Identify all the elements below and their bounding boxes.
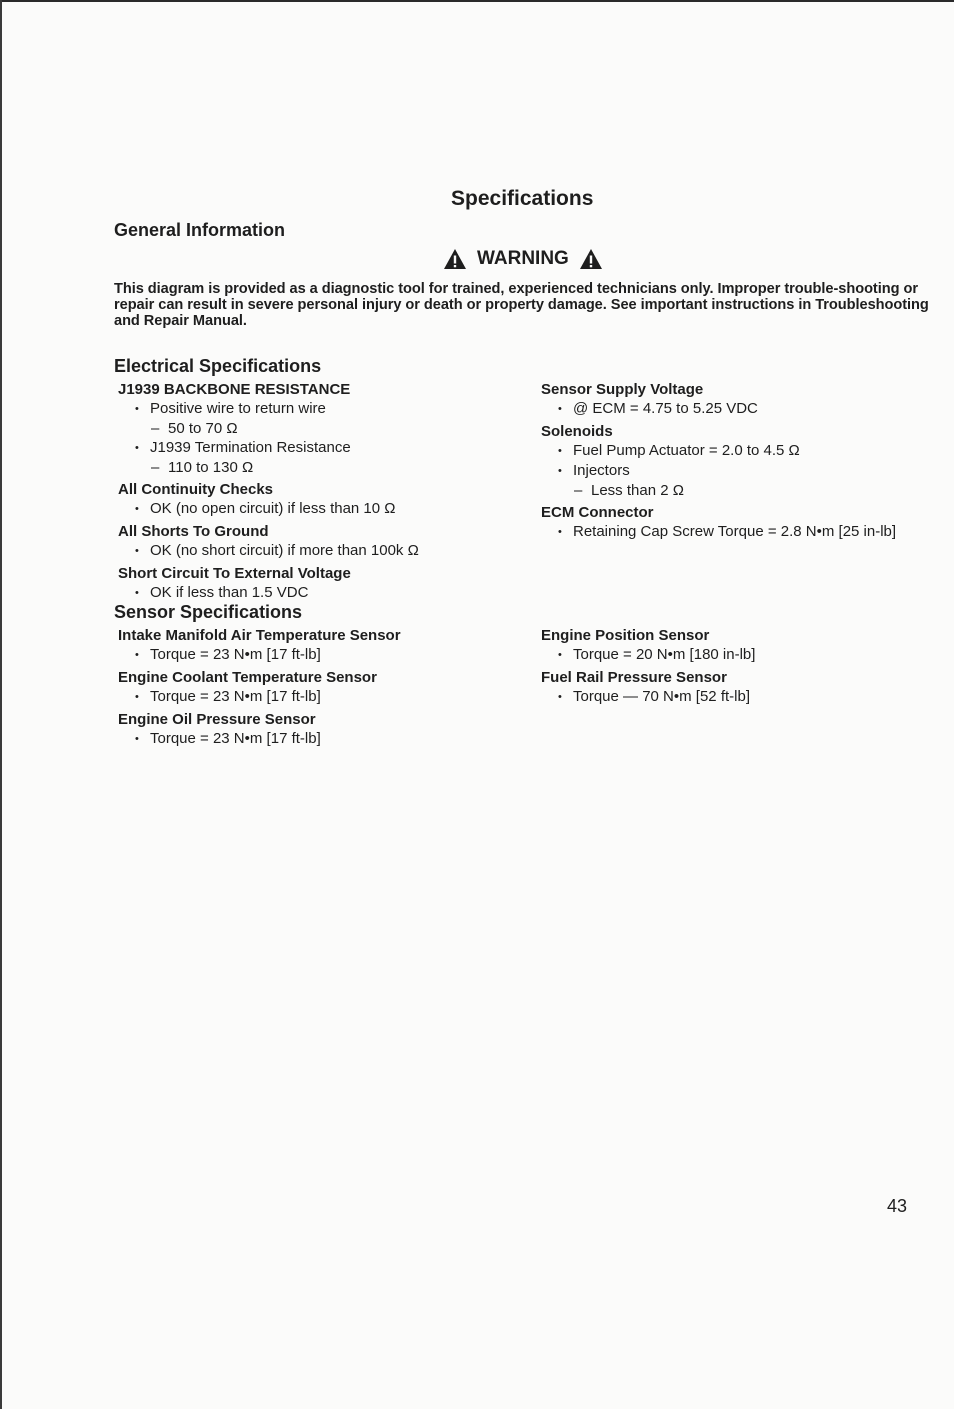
bullet-marker: • [558, 526, 562, 538]
dash-marker: – [151, 420, 160, 437]
spec-subheading: Engine Oil Pressure Sensor [118, 711, 316, 728]
warning-text: This diagram is provided as a diagnostic tool for trained, experienced technicians only. Improper trouble-shooting or repair can result in severe personal injury or death or property damage. See important instructions in Troubleshooting and Repair Manual. [114, 281, 929, 329]
spec-subheading: All Shorts To Ground [118, 523, 269, 540]
spec-item-text: OK (no short circuit) if more than 100k Ω [150, 542, 419, 559]
spec-item [558, 399, 946, 419]
sensor-specifications-heading: Sensor Specifications [114, 602, 303, 622]
page-edge-top [0, 0, 954, 2]
spec-item-text: OK (no open circuit) if less than 10 Ω [150, 500, 396, 517]
bullet-marker: • [135, 403, 139, 415]
spec-item [558, 645, 946, 665]
warning-triangle-icon [579, 248, 603, 270]
spec-item-text: Less than 2 Ω [591, 482, 684, 499]
spec-item-text: Torque = 23 N•m [17 ft-lb] [150, 646, 321, 663]
spec-subitem [135, 419, 518, 438]
spec-item [135, 541, 518, 561]
spec-list [118, 645, 518, 665]
spec-item-text: Torque = 20 N•m [180 in-lb] [573, 646, 756, 663]
bullet-marker: • [135, 733, 139, 745]
spec-block [541, 627, 946, 665]
spec-subheading: Intake Manifold Air Temperature Sensor [118, 627, 401, 644]
sensor-right-column [541, 627, 946, 711]
spec-item [135, 438, 518, 458]
spec-item-text: Fuel Pump Actuator = 2.0 to 4.5 Ω [573, 442, 800, 459]
bullet-marker: • [135, 649, 139, 661]
spec-item-text: OK if less than 1.5 VDC [150, 584, 309, 601]
spec-subheading: Fuel Rail Pressure Sensor [541, 669, 727, 686]
spec-list [118, 499, 518, 519]
sensor-left-column [118, 627, 518, 753]
spec-subheading: All Continuity Checks [118, 481, 274, 498]
spec-list [541, 441, 946, 500]
electrical-right-column [541, 381, 946, 546]
spec-item [558, 461, 946, 481]
spec-item-text: 110 to 130 Ω [168, 459, 254, 476]
spec-list [118, 399, 518, 477]
spec-item [558, 687, 946, 707]
spec-subheading: Solenoids [541, 423, 613, 440]
page-number: 43 [887, 1196, 908, 1216]
spec-item-text: @ ECM = 4.75 to 5.25 VDC [573, 400, 758, 417]
bullet-marker: • [558, 649, 562, 661]
spec-list [118, 583, 518, 603]
spec-subheading: Short Circuit To External Voltage [118, 565, 351, 582]
spec-item-text: J1939 Termination Resistance [150, 439, 351, 456]
spec-item-text: Positive wire to return wire [150, 400, 326, 417]
spec-item [135, 583, 518, 603]
spec-block [541, 423, 946, 500]
electrical-left-column [118, 381, 518, 607]
spec-list [118, 541, 518, 561]
spec-block [541, 504, 946, 542]
spec-list [541, 645, 946, 665]
spec-block [118, 711, 518, 749]
spec-list [541, 687, 946, 707]
spec-block [118, 381, 518, 477]
spec-subheading: Engine Coolant Temperature Sensor [118, 669, 377, 686]
spec-subheading: Engine Position Sensor [541, 627, 710, 644]
bullet-marker: • [558, 691, 562, 703]
spec-block [118, 627, 518, 665]
general-information-heading: General Information [114, 220, 286, 240]
page-title: Specifications [451, 187, 594, 210]
spec-subitem [135, 458, 518, 477]
spec-block [541, 669, 946, 707]
spec-subitem [558, 481, 946, 500]
spec-subheading: Sensor Supply Voltage [541, 381, 704, 398]
spec-item-text: 50 to 70 Ω [168, 420, 238, 437]
bullet-marker: • [135, 442, 139, 454]
bullet-marker: • [558, 403, 562, 415]
spec-subheading: ECM Connector [541, 504, 654, 521]
spec-block [118, 669, 518, 707]
spec-item-text: Injectors [573, 462, 630, 479]
warning-triangle-icon [443, 248, 467, 270]
spec-item [135, 645, 518, 665]
spec-item [558, 441, 946, 461]
electrical-specifications-heading: Electrical Specifications [114, 356, 322, 376]
warning-label: WARNING [477, 248, 569, 269]
bullet-marker: • [135, 545, 139, 557]
spec-block [118, 523, 518, 561]
spec-item-text: Torque = 23 N•m [17 ft-lb] [150, 730, 321, 747]
spec-list [118, 729, 518, 749]
spec-block [118, 565, 518, 603]
spec-item [558, 522, 946, 542]
bullet-marker: • [558, 465, 562, 477]
bullet-marker: • [135, 691, 139, 703]
spec-subheading: J1939 BACKBONE RESISTANCE [118, 381, 351, 398]
spec-item-text: Retaining Cap Screw Torque = 2.8 N•m [25 in-lb] [573, 523, 897, 540]
spec-item [135, 729, 518, 749]
page-edge-left [0, 0, 2, 1409]
dash-marker: – [574, 482, 583, 499]
spec-item [135, 399, 518, 419]
spec-item [135, 687, 518, 707]
spec-item-text: Torque — 70 N•m [52 ft-lb] [573, 688, 750, 705]
spec-list [118, 687, 518, 707]
spec-list [541, 399, 946, 419]
bullet-marker: • [558, 445, 562, 457]
spec-block [541, 381, 946, 419]
spec-item [135, 499, 518, 519]
spec-item-text: Torque = 23 N•m [17 ft-lb] [150, 688, 321, 705]
spec-block [118, 481, 518, 519]
bullet-marker: • [135, 587, 139, 599]
warning-banner [443, 248, 603, 270]
dash-marker: – [151, 459, 160, 476]
spec-list [541, 522, 946, 542]
bullet-marker: • [135, 503, 139, 515]
